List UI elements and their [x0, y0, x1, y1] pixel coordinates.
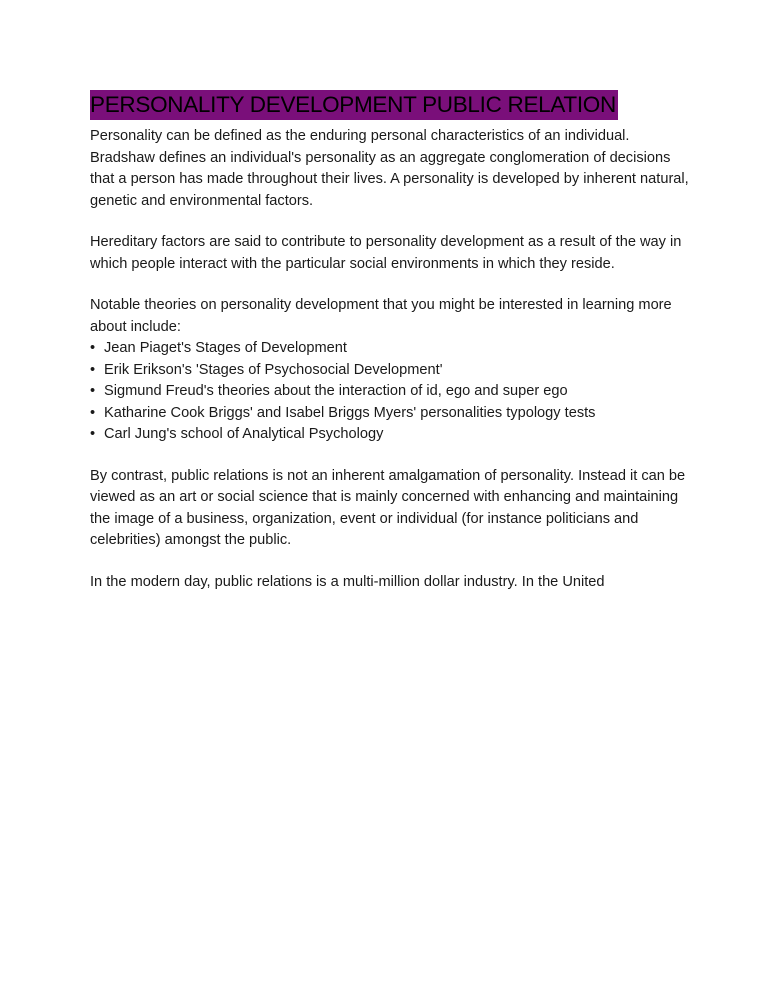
paragraph-theories-intro: Notable theories on personality development that you might be interested in learning more about include: [90, 297, 672, 335]
bullet-icon: • [90, 426, 96, 442]
theory-text: Erik Erikson's 'Stages of Psychosocial Development' [104, 361, 443, 378]
list-item [90, 424, 690, 446]
paragraph-hereditary: Hereditary factors are said to contribute to personality development as a result of the way in which people interact with the particular social environments in which they reside. [90, 234, 682, 272]
theory-text: Carl Jung's school of Analytical Psychology [104, 426, 384, 442]
document-page [90, 90, 690, 613]
bullet-icon: • [90, 340, 96, 356]
theories-list [90, 338, 690, 446]
theory-text: Jean Piaget's Stages of Development [104, 340, 347, 356]
paragraph-public-relations: By contrast, public relations is not an inherent amalgamation of personality. Instead it can be viewed as an art or social science that is mainly concerned with enhancing and maintaining the image of a business, organization, event or individual (for instance politicians and celebrities) amongst the public. [90, 467, 686, 548]
paragraph-definition: Personality can be defined as the enduring personal characteristics of an individual. Bradshaw defines an individual's personality as an aggregate conglomeration of decisions that a person has made throughout their lives. A personality is developed by inherent natural, genetic and environmental factors. [90, 128, 689, 209]
list-item [90, 360, 690, 382]
bullet-icon: • [90, 361, 96, 378]
theory-text: Sigmund Freud's theories about the interaction of id, ego and super ego [104, 383, 568, 399]
list-item [90, 403, 690, 425]
list-item [90, 338, 690, 360]
document-title: PERSONALITY DEVELOPMENT PUBLIC RELATION [90, 90, 618, 120]
theory-text: Katharine Cook Briggs' and Isabel Briggs Myers' personalities typology tests [104, 404, 596, 421]
paragraph-modern-day: In the modern day, public relations is a multi-million dollar industry. In the United [90, 573, 605, 590]
bullet-icon: • [90, 404, 96, 421]
list-item [90, 381, 690, 403]
bullet-icon: • [90, 383, 96, 399]
